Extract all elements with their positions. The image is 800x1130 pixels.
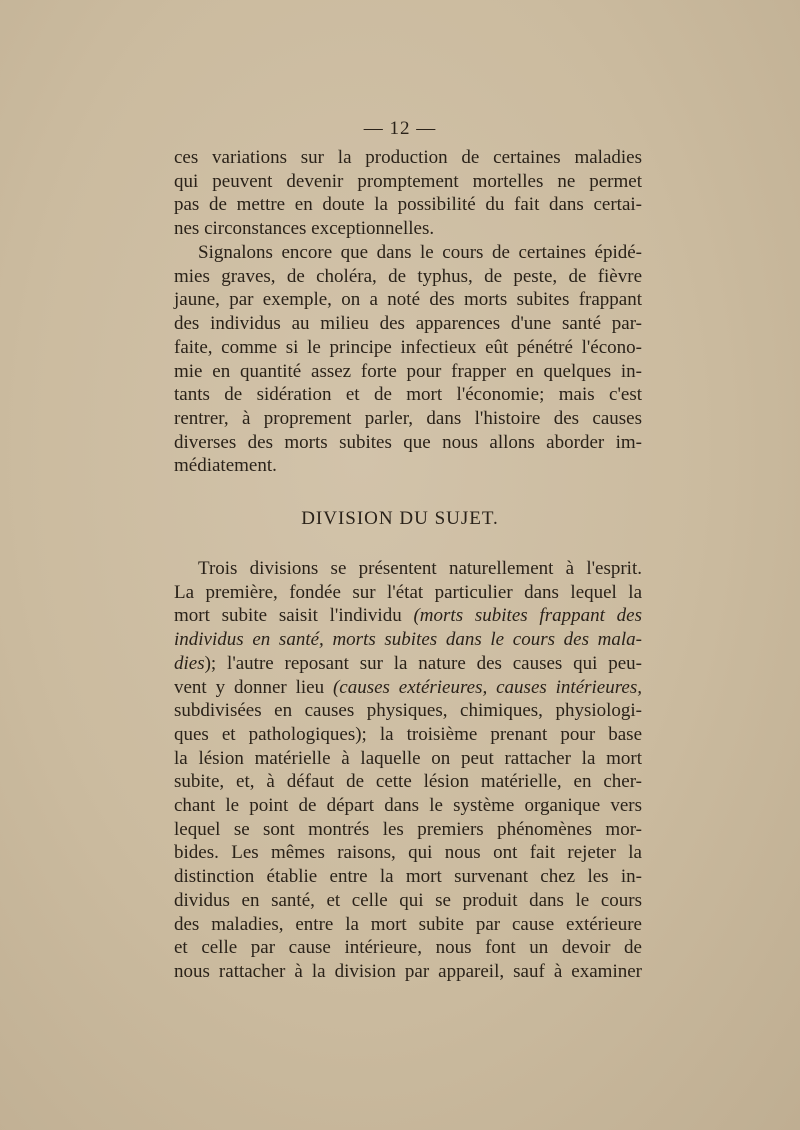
text-line xyxy=(174,604,642,628)
paragraph-2 xyxy=(174,241,642,478)
text-line xyxy=(174,652,642,676)
italic-span: (morts subites frappant des xyxy=(413,605,642,627)
text-line: subdivisées en causes physiques, chimiques, physiologi- xyxy=(174,700,642,722)
text-line: bides. Les mêmes raisons, qui nous ont fait rejeter la xyxy=(174,842,642,864)
text-line: diverses des morts subites que nous allons aborder im- xyxy=(174,431,642,453)
text-span: mort subite saisit l'individu xyxy=(174,605,402,627)
text-line: et celle par cause intérieure, nous font un devoir de xyxy=(174,937,642,959)
text-line: Signalons encore que dans le cours de certaines épidé- xyxy=(198,242,642,263)
text-line: Trois divisions se présentent naturellement à l'esprit. xyxy=(198,558,642,579)
text-line: ques et pathologiques); la troisième prenant pour base xyxy=(174,723,642,745)
text-span: ); l'autre reposant sur la nature des causes qui peu- xyxy=(204,652,642,674)
italic-span: individus en santé, morts subites dans le cours des mala- xyxy=(174,629,642,651)
text-line: tants de sidération et de mort l'économie; mais c'est xyxy=(174,384,642,406)
text-line: ces variations sur la production de certaines maladies xyxy=(174,147,642,168)
text-line: médiatement. xyxy=(174,455,277,477)
text-line: rentrer, à proprement parler, dans l'histoire des causes xyxy=(174,407,642,429)
italic-span: dies xyxy=(174,652,205,674)
text-line: nes circonstances exceptionnelles. xyxy=(174,218,435,240)
text-line: dividus en santé, et celle qui se produit dans le cours xyxy=(174,889,642,911)
text-line: pas de mettre en doute la possibilité du fait dans certai- xyxy=(174,194,642,216)
text-line: la lésion matérielle à laquelle on peut rattacher la mort xyxy=(174,747,642,769)
text-line: des maladies, entre la mort subite par cause extérieure xyxy=(174,913,642,935)
text-line: des individus au milieu des apparences d'une santé par- xyxy=(174,313,642,335)
text-line: mie en quantité assez forte pour frapper en quelques in- xyxy=(174,360,642,382)
text-line: qui peuvent devenir promptement mortelles ne permet xyxy=(174,170,642,192)
text-line: lequel se sont montrés les premiers phénomènes mor- xyxy=(174,818,642,840)
text-line: La première, fondée sur l'état particulier dans lequel la xyxy=(174,581,642,603)
text-line: subite, et, à défaut de cette lésion matérielle, en cher- xyxy=(174,771,642,793)
text-line: nous rattacher à la division par appareil, sauf à examiner xyxy=(174,960,642,982)
paragraph-1 xyxy=(174,146,642,241)
text-line xyxy=(174,628,642,652)
text-line: mies graves, de choléra, de typhus, de peste, de fièvre xyxy=(174,265,642,287)
section-heading: DIVISION DU SUJET. xyxy=(301,508,499,529)
text-line: faite, comme si le principe infectieux eût pénétré l'écono- xyxy=(174,336,642,358)
text-line: chant le point de départ dans le système organique vers xyxy=(174,795,642,817)
italic-span: (causes extérieures, causes intérieures, xyxy=(332,676,643,698)
paragraph-3 xyxy=(174,557,642,984)
text-line xyxy=(174,676,642,700)
text-span: vent y donner lieu xyxy=(174,676,325,698)
text-line: jaune, par exemple, on a noté des morts subites frappant xyxy=(174,289,642,311)
text-line: distinction établie entre la mort survenant chez les in- xyxy=(174,866,642,888)
page-number: — 12 — xyxy=(363,118,437,139)
